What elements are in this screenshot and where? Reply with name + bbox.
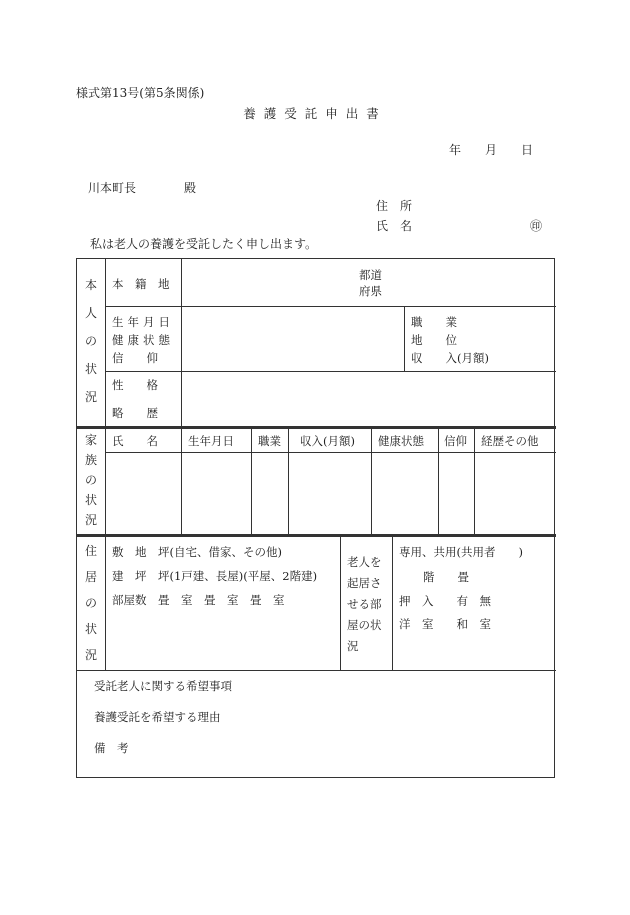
room-count-label: 部屋数 畳 室 畳 室 畳 室 [112, 593, 285, 607]
self-section-label: 本 人 の 状 況 [84, 278, 97, 404]
family-col-career: 経歴その他 [481, 434, 539, 448]
mats-label: 階 畳 [423, 570, 469, 584]
elder-room-label: 老人を 起居さ せる部 屋の状 況 [347, 555, 382, 653]
date-month-label: 月 [485, 143, 498, 157]
personality-label: 性 格 [112, 378, 158, 392]
closet-label: 押 入 有 無 [399, 594, 491, 608]
family-col-income: 収入(月額) [300, 434, 355, 448]
prefecture-line2: 府県 [359, 284, 382, 298]
income-label: 収 入(月額) [411, 351, 489, 365]
address-label: 住 所 [376, 199, 413, 213]
position-label: 地 位 [411, 333, 457, 347]
form-number: 様式第13号(第5条関係) [76, 86, 205, 100]
family-col-religion: 信仰 [444, 434, 467, 448]
history-label: 略 歴 [112, 406, 158, 420]
occupation-label: 職 業 [411, 315, 457, 329]
remarks-label: 備 考 [94, 741, 129, 755]
date-year-label: 年 [449, 143, 462, 157]
reason-label: 養護受託を希望する理由 [94, 710, 221, 724]
document-title: 養護受託申出書 [243, 106, 387, 121]
religion-label: 信 仰 [112, 351, 158, 365]
intro-statement: 私は老人の養護を受託したく申し出ます。 [90, 237, 318, 251]
family-col-health: 健康状態 [378, 434, 424, 448]
birthdate-label: 生年月日 [112, 315, 174, 329]
seal-mark: ㊞ [530, 219, 543, 233]
building-area-label: 建 坪 坪(1戸建、長屋)(平屋、2階建) [112, 569, 318, 583]
site-area-label: 敷 地 坪(自宅、借家、その他) [112, 545, 282, 559]
residence-section-label: 住 居 の 状 況 [84, 544, 97, 662]
usage-label: 専用、共用(共用者 ) [399, 545, 523, 559]
domicile-label: 本 籍 地 [112, 277, 170, 291]
family-section-label: 家 族 の 状 況 [84, 433, 97, 527]
addressee-name: 川本町長 [88, 181, 137, 195]
western-room-label: 洋 室 和 室 [399, 617, 491, 631]
family-col-name: 氏 名 [112, 434, 158, 448]
wishes-label: 受託老人に関する希望事項 [94, 679, 232, 693]
family-col-birthdate: 生年月日 [188, 434, 234, 448]
family-col-occupation: 職業 [258, 434, 281, 448]
prefecture-line1: 都道 [359, 268, 382, 282]
application-form-table [76, 258, 555, 778]
date-day-label: 日 [521, 143, 534, 157]
addressee-honorific: 殿 [184, 181, 197, 195]
name-label: 氏 名 [376, 219, 413, 233]
health-label: 健康状態 [112, 333, 174, 347]
